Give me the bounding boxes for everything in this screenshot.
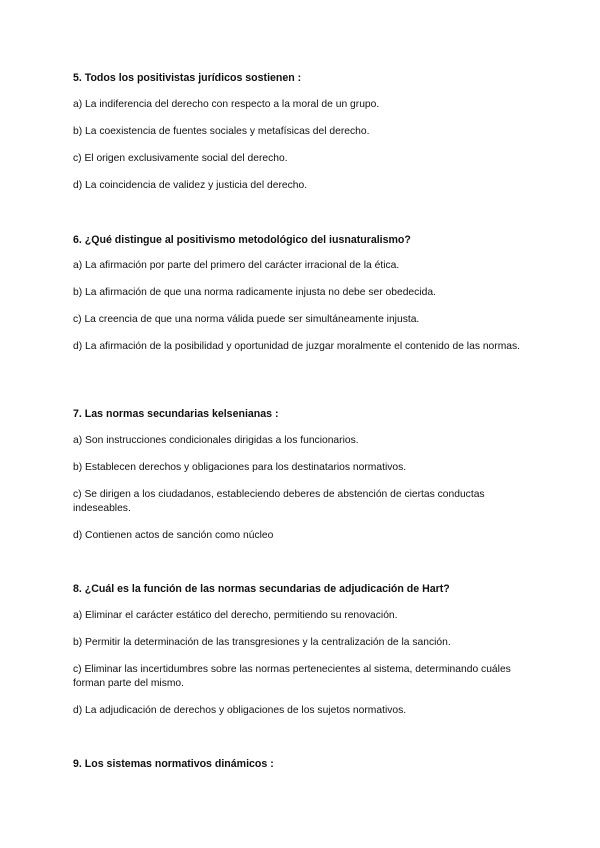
option-a: a) La indiferencia del derecho con respecto a la moral de un grupo. — [73, 99, 380, 110]
option-c: c) Se dirigen a los ciudadanos, estableciendo deberes de abstención de ciertas conductas indeseables. — [73, 489, 485, 515]
question-8 — [73, 582, 533, 716]
question-title: 5. Todos los positivistas jurídicos sostienen : — [73, 72, 302, 84]
option-b: b) La afirmación de que una norma radicamente injusta no debe ser obedecida. — [73, 287, 436, 298]
question-title: 7. Las normas secundarias kelsenianas : — [73, 408, 279, 420]
option-b: b) Establecen derechos y obligaciones para los destinatarios normativos. — [73, 462, 407, 473]
option-c: c) La creencia de que una norma válida puede ser simultáneamente injusta. — [73, 314, 420, 325]
question-title: 8. ¿Cuál es la función de las normas secundarias de adjudicación de Hart? — [73, 583, 450, 595]
option-d: d) La afirmación de la posibilidad y oportunidad de juzgar moralmente el contenido de las normas. — [73, 341, 521, 352]
option-d: d) Contienen actos de sanción como núcleo — [73, 530, 274, 541]
question-6 — [73, 233, 533, 352]
question-title: 6. ¿Qué distingue al positivismo metodológico del iusnaturalismo? — [73, 234, 411, 246]
option-d: d) La adjudicación de derechos y obligaciones de los sujetos normativos. — [73, 705, 407, 716]
option-a: a) La afirmación por parte del primero del carácter irracional de la ética. — [73, 260, 400, 271]
option-b: b) Permitir la determinación de las transgresiones y la centralización de la sanción. — [73, 637, 451, 648]
option-c: c) El origen exclusivamente social del derecho. — [73, 153, 288, 164]
option-a: a) Son instrucciones condicionales dirigidas a los funcionarios. — [73, 435, 359, 446]
option-d: d) La coincidencia de validez y justicia del derecho. — [73, 180, 308, 191]
option-c: c) Eliminar las incertidumbres sobre las normas pertenecientes al sistema, determinando cuáles forman parte del mismo. — [73, 664, 511, 690]
question-5 — [73, 71, 533, 191]
question-9 — [73, 757, 533, 771]
option-b: b) La coexistencia de fuentes sociales y metafísicas del derecho. — [73, 126, 370, 137]
option-a: a) Eliminar el carácter estático del derecho, permitiendo su renovación. — [73, 610, 398, 621]
question-title: 9. Los sistemas normativos dinámicos : — [73, 758, 274, 770]
question-7 — [73, 407, 533, 541]
